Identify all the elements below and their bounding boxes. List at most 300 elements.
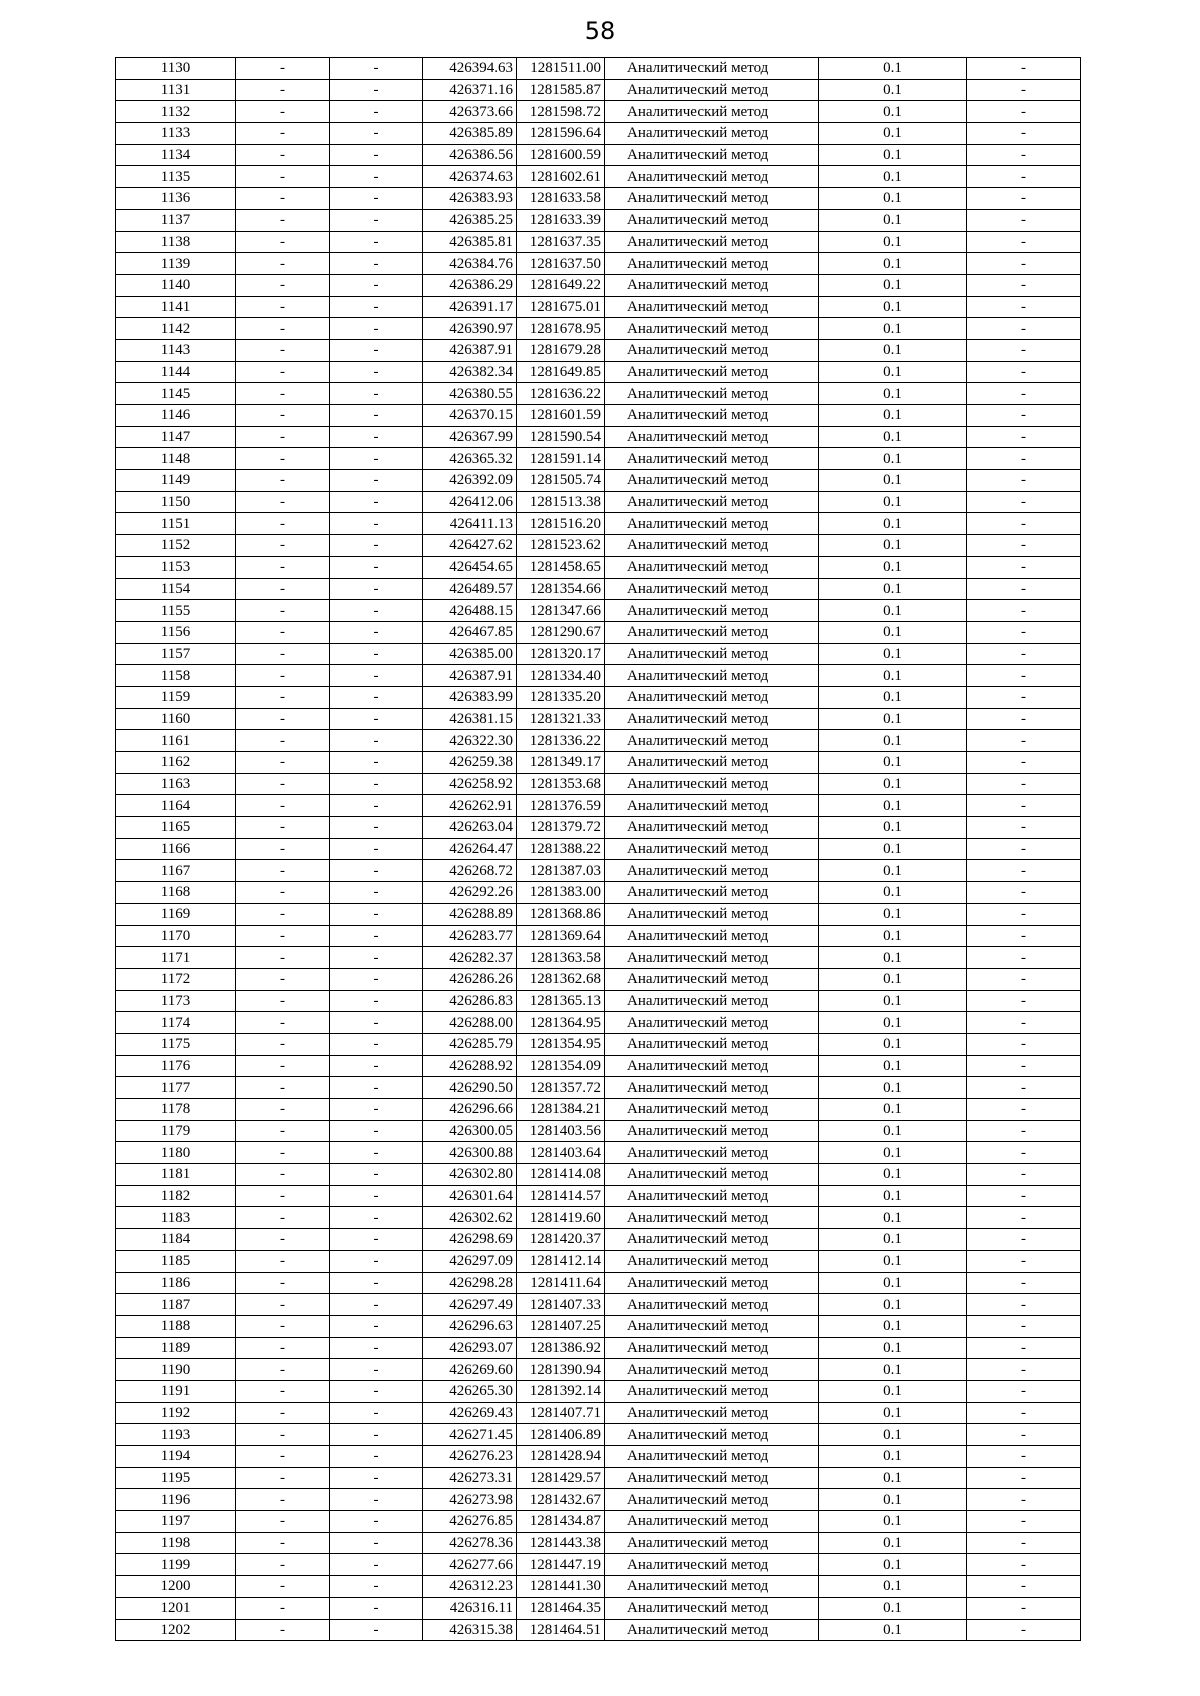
y-coordinate-cell: 1281505.74 <box>517 470 605 492</box>
dash-cell-1: - <box>236 1229 330 1251</box>
dash-cell-2: - <box>330 1164 423 1186</box>
y-coordinate-cell: 1281336.22 <box>517 730 605 752</box>
coordinates-table <box>115 57 1081 1641</box>
dash-cell-3: - <box>967 1294 1081 1316</box>
accuracy-cell: 0.1 <box>819 1229 967 1251</box>
accuracy-cell: 0.1 <box>819 1597 967 1619</box>
table-row <box>116 383 1081 405</box>
point-number-cell: 1141 <box>116 296 236 318</box>
accuracy-cell: 0.1 <box>819 708 967 730</box>
accuracy-cell: 0.1 <box>819 1532 967 1554</box>
dash-cell-1: - <box>236 231 330 253</box>
x-coordinate-cell: 426264.47 <box>423 838 517 860</box>
y-coordinate-cell: 1281390.94 <box>517 1359 605 1381</box>
x-coordinate-cell: 426298.28 <box>423 1272 517 1294</box>
dash-cell-3: - <box>967 1120 1081 1142</box>
accuracy-cell: 0.1 <box>819 1207 967 1229</box>
dash-cell-2: - <box>330 1033 423 1055</box>
x-coordinate-cell: 426383.93 <box>423 188 517 210</box>
point-number-cell: 1193 <box>116 1424 236 1446</box>
table-row <box>116 58 1081 80</box>
accuracy-cell: 0.1 <box>819 166 967 188</box>
x-coordinate-cell: 426300.05 <box>423 1120 517 1142</box>
table-row <box>116 1294 1081 1316</box>
dash-cell-2: - <box>330 643 423 665</box>
y-coordinate-cell: 1281406.89 <box>517 1424 605 1446</box>
dash-cell-3: - <box>967 405 1081 427</box>
y-coordinate-cell: 1281334.40 <box>517 665 605 687</box>
table-row <box>116 882 1081 904</box>
dash-cell-1: - <box>236 1467 330 1489</box>
point-number-cell: 1140 <box>116 274 236 296</box>
method-cell: Аналитический метод <box>605 1294 819 1316</box>
y-coordinate-cell: 1281447.19 <box>517 1554 605 1576</box>
x-coordinate-cell: 426390.97 <box>423 318 517 340</box>
dash-cell-2: - <box>330 795 423 817</box>
dash-cell-1: - <box>236 383 330 405</box>
y-coordinate-cell: 1281585.87 <box>517 79 605 101</box>
dash-cell-2: - <box>330 882 423 904</box>
dash-cell-3: - <box>967 1467 1081 1489</box>
dash-cell-1: - <box>236 1185 330 1207</box>
table-row <box>116 1207 1081 1229</box>
dash-cell-2: - <box>330 556 423 578</box>
x-coordinate-cell: 426276.85 <box>423 1511 517 1533</box>
method-cell: Аналитический метод <box>605 1489 819 1511</box>
dash-cell-1: - <box>236 1077 330 1099</box>
x-coordinate-cell: 426286.26 <box>423 968 517 990</box>
dash-cell-2: - <box>330 990 423 1012</box>
dash-cell-1: - <box>236 1207 330 1229</box>
dash-cell-3: - <box>967 535 1081 557</box>
y-coordinate-cell: 1281379.72 <box>517 817 605 839</box>
table-row <box>116 968 1081 990</box>
accuracy-cell: 0.1 <box>819 600 967 622</box>
x-coordinate-cell: 426288.92 <box>423 1055 517 1077</box>
point-number-cell: 1150 <box>116 491 236 513</box>
dash-cell-1: - <box>236 296 330 318</box>
dash-cell-1: - <box>236 838 330 860</box>
x-coordinate-cell: 426265.30 <box>423 1380 517 1402</box>
table-row <box>116 1619 1081 1641</box>
dash-cell-1: - <box>236 1532 330 1554</box>
dash-cell-3: - <box>967 752 1081 774</box>
table-row <box>116 79 1081 101</box>
table-row <box>116 860 1081 882</box>
method-cell: Аналитический метод <box>605 730 819 752</box>
dash-cell-3: - <box>967 426 1081 448</box>
dash-cell-1: - <box>236 968 330 990</box>
dash-cell-1: - <box>236 79 330 101</box>
dash-cell-1: - <box>236 1272 330 1294</box>
dash-cell-3: - <box>967 578 1081 600</box>
y-coordinate-cell: 1281347.66 <box>517 600 605 622</box>
accuracy-cell: 0.1 <box>819 1424 967 1446</box>
accuracy-cell: 0.1 <box>819 188 967 210</box>
y-coordinate-cell: 1281368.86 <box>517 903 605 925</box>
table-row <box>116 1250 1081 1272</box>
point-number-cell: 1190 <box>116 1359 236 1381</box>
accuracy-cell: 0.1 <box>819 1077 967 1099</box>
accuracy-cell: 0.1 <box>819 752 967 774</box>
method-cell: Аналитический метод <box>605 361 819 383</box>
x-coordinate-cell: 426315.38 <box>423 1619 517 1641</box>
y-coordinate-cell: 1281419.60 <box>517 1207 605 1229</box>
accuracy-cell: 0.1 <box>819 209 967 231</box>
x-coordinate-cell: 426382.34 <box>423 361 517 383</box>
point-number-cell: 1157 <box>116 643 236 665</box>
dash-cell-2: - <box>330 318 423 340</box>
point-number-cell: 1175 <box>116 1033 236 1055</box>
table-row <box>116 903 1081 925</box>
x-coordinate-cell: 426373.66 <box>423 101 517 123</box>
point-number-cell: 1132 <box>116 101 236 123</box>
x-coordinate-cell: 426262.91 <box>423 795 517 817</box>
x-coordinate-cell: 426290.50 <box>423 1077 517 1099</box>
dash-cell-2: - <box>330 274 423 296</box>
table-row <box>116 339 1081 361</box>
dash-cell-2: - <box>330 1467 423 1489</box>
dash-cell-1: - <box>236 1033 330 1055</box>
point-number-cell: 1137 <box>116 209 236 231</box>
method-cell: Аналитический метод <box>605 1532 819 1554</box>
dash-cell-1: - <box>236 361 330 383</box>
dash-cell-1: - <box>236 817 330 839</box>
dash-cell-3: - <box>967 1576 1081 1598</box>
method-cell: Аналитический метод <box>605 1446 819 1468</box>
dash-cell-2: - <box>330 1315 423 1337</box>
y-coordinate-cell: 1281412.14 <box>517 1250 605 1272</box>
dash-cell-1: - <box>236 665 330 687</box>
dash-cell-3: - <box>967 621 1081 643</box>
point-number-cell: 1197 <box>116 1511 236 1533</box>
dash-cell-3: - <box>967 1164 1081 1186</box>
dash-cell-3: - <box>967 513 1081 535</box>
accuracy-cell: 0.1 <box>819 665 967 687</box>
x-coordinate-cell: 426380.55 <box>423 383 517 405</box>
y-coordinate-cell: 1281362.68 <box>517 968 605 990</box>
dash-cell-2: - <box>330 817 423 839</box>
x-coordinate-cell: 426298.69 <box>423 1229 517 1251</box>
table-row <box>116 1511 1081 1533</box>
dash-cell-3: - <box>967 686 1081 708</box>
dash-cell-2: - <box>330 1532 423 1554</box>
dash-cell-3: - <box>967 1250 1081 1272</box>
method-cell: Аналитический метод <box>605 1033 819 1055</box>
table-row <box>116 1229 1081 1251</box>
method-cell: Аналитический метод <box>605 1315 819 1337</box>
dash-cell-3: - <box>967 1380 1081 1402</box>
accuracy-cell: 0.1 <box>819 535 967 557</box>
dash-cell-3: - <box>967 600 1081 622</box>
dash-cell-2: - <box>330 361 423 383</box>
point-number-cell: 1178 <box>116 1099 236 1121</box>
x-coordinate-cell: 426384.76 <box>423 253 517 275</box>
y-coordinate-cell: 1281432.67 <box>517 1489 605 1511</box>
y-coordinate-cell: 1281388.22 <box>517 838 605 860</box>
y-coordinate-cell: 1281443.38 <box>517 1532 605 1554</box>
y-coordinate-cell: 1281363.58 <box>517 947 605 969</box>
accuracy-cell: 0.1 <box>819 1120 967 1142</box>
dash-cell-3: - <box>967 1424 1081 1446</box>
point-number-cell: 1164 <box>116 795 236 817</box>
accuracy-cell: 0.1 <box>819 426 967 448</box>
method-cell: Аналитический метод <box>605 470 819 492</box>
table-row <box>116 1142 1081 1164</box>
dash-cell-3: - <box>967 708 1081 730</box>
x-coordinate-cell: 426374.63 <box>423 166 517 188</box>
dash-cell-1: - <box>236 535 330 557</box>
method-cell: Аналитический метод <box>605 1554 819 1576</box>
dash-cell-3: - <box>967 383 1081 405</box>
dash-cell-1: - <box>236 1446 330 1468</box>
dash-cell-3: - <box>967 1142 1081 1164</box>
dash-cell-2: - <box>330 79 423 101</box>
dash-cell-1: - <box>236 123 330 145</box>
table-row <box>116 1446 1081 1468</box>
dash-cell-3: - <box>967 274 1081 296</box>
dash-cell-2: - <box>330 491 423 513</box>
accuracy-cell: 0.1 <box>819 925 967 947</box>
point-number-cell: 1199 <box>116 1554 236 1576</box>
y-coordinate-cell: 1281649.22 <box>517 274 605 296</box>
dash-cell-2: - <box>330 1554 423 1576</box>
dash-cell-2: - <box>330 188 423 210</box>
accuracy-cell: 0.1 <box>819 1489 967 1511</box>
accuracy-cell: 0.1 <box>819 1467 967 1489</box>
point-number-cell: 1131 <box>116 79 236 101</box>
method-cell: Аналитический метод <box>605 1207 819 1229</box>
point-number-cell: 1138 <box>116 231 236 253</box>
dash-cell-1: - <box>236 1164 330 1186</box>
dash-cell-2: - <box>330 1402 423 1424</box>
dash-cell-3: - <box>967 448 1081 470</box>
point-number-cell: 1142 <box>116 318 236 340</box>
method-cell: Аналитический метод <box>605 1619 819 1641</box>
dash-cell-3: - <box>967 773 1081 795</box>
method-cell: Аналитический метод <box>605 708 819 730</box>
method-cell: Аналитический метод <box>605 231 819 253</box>
method-cell: Аналитический метод <box>605 795 819 817</box>
table-row <box>116 231 1081 253</box>
method-cell: Аналитический метод <box>605 686 819 708</box>
accuracy-cell: 0.1 <box>819 968 967 990</box>
table-row <box>116 556 1081 578</box>
accuracy-cell: 0.1 <box>819 556 967 578</box>
x-coordinate-cell: 426296.66 <box>423 1099 517 1121</box>
dash-cell-2: - <box>330 1359 423 1381</box>
dash-cell-1: - <box>236 903 330 925</box>
accuracy-cell: 0.1 <box>819 882 967 904</box>
method-cell: Аналитический метод <box>605 1272 819 1294</box>
x-coordinate-cell: 426296.63 <box>423 1315 517 1337</box>
accuracy-cell: 0.1 <box>819 491 967 513</box>
accuracy-cell: 0.1 <box>819 513 967 535</box>
dash-cell-2: - <box>330 166 423 188</box>
dash-cell-3: - <box>967 470 1081 492</box>
dash-cell-2: - <box>330 535 423 557</box>
method-cell: Аналитический метод <box>605 1424 819 1446</box>
point-number-cell: 1191 <box>116 1380 236 1402</box>
dash-cell-3: - <box>967 209 1081 231</box>
dash-cell-2: - <box>330 773 423 795</box>
x-coordinate-cell: 426411.13 <box>423 513 517 535</box>
point-number-cell: 1153 <box>116 556 236 578</box>
y-coordinate-cell: 1281403.56 <box>517 1120 605 1142</box>
dash-cell-1: - <box>236 1099 330 1121</box>
method-cell: Аналитический метод <box>605 1380 819 1402</box>
x-coordinate-cell: 426387.91 <box>423 665 517 687</box>
y-coordinate-cell: 1281357.72 <box>517 1077 605 1099</box>
point-number-cell: 1181 <box>116 1164 236 1186</box>
dash-cell-3: - <box>967 556 1081 578</box>
y-coordinate-cell: 1281411.64 <box>517 1272 605 1294</box>
accuracy-cell: 0.1 <box>819 1402 967 1424</box>
y-coordinate-cell: 1281428.94 <box>517 1446 605 1468</box>
point-number-cell: 1160 <box>116 708 236 730</box>
dash-cell-3: - <box>967 123 1081 145</box>
dash-cell-2: - <box>330 1489 423 1511</box>
dash-cell-3: - <box>967 79 1081 101</box>
dash-cell-3: - <box>967 188 1081 210</box>
x-coordinate-cell: 426387.91 <box>423 339 517 361</box>
accuracy-cell: 0.1 <box>819 1055 967 1077</box>
x-coordinate-cell: 426385.00 <box>423 643 517 665</box>
dash-cell-2: - <box>330 838 423 860</box>
table-row <box>116 1359 1081 1381</box>
y-coordinate-cell: 1281321.33 <box>517 708 605 730</box>
x-coordinate-cell: 426392.09 <box>423 470 517 492</box>
x-coordinate-cell: 426386.56 <box>423 144 517 166</box>
y-coordinate-cell: 1281354.66 <box>517 578 605 600</box>
table-row <box>116 1164 1081 1186</box>
method-cell: Аналитический метод <box>605 123 819 145</box>
point-number-cell: 1201 <box>116 1597 236 1619</box>
point-number-cell: 1145 <box>116 383 236 405</box>
dash-cell-1: - <box>236 209 330 231</box>
y-coordinate-cell: 1281441.30 <box>517 1576 605 1598</box>
point-number-cell: 1155 <box>116 600 236 622</box>
dash-cell-1: - <box>236 448 330 470</box>
y-coordinate-cell: 1281601.59 <box>517 405 605 427</box>
accuracy-cell: 0.1 <box>819 1337 967 1359</box>
x-coordinate-cell: 426273.98 <box>423 1489 517 1511</box>
method-cell: Аналитический метод <box>605 1576 819 1598</box>
dash-cell-3: - <box>967 144 1081 166</box>
dash-cell-2: - <box>330 1576 423 1598</box>
coordinates-table-body <box>116 58 1081 1641</box>
method-cell: Аналитический метод <box>605 1337 819 1359</box>
x-coordinate-cell: 426271.45 <box>423 1424 517 1446</box>
y-coordinate-cell: 1281353.68 <box>517 773 605 795</box>
dash-cell-3: - <box>967 903 1081 925</box>
method-cell: Аналитический метод <box>605 79 819 101</box>
y-coordinate-cell: 1281598.72 <box>517 101 605 123</box>
method-cell: Аналитический метод <box>605 665 819 687</box>
table-row <box>116 600 1081 622</box>
accuracy-cell: 0.1 <box>819 101 967 123</box>
dash-cell-2: - <box>330 1012 423 1034</box>
method-cell: Аналитический метод <box>605 1511 819 1533</box>
dash-cell-2: - <box>330 730 423 752</box>
accuracy-cell: 0.1 <box>819 383 967 405</box>
y-coordinate-cell: 1281636.22 <box>517 383 605 405</box>
dash-cell-1: - <box>236 188 330 210</box>
table-row <box>116 1489 1081 1511</box>
dash-cell-3: - <box>967 1315 1081 1337</box>
x-coordinate-cell: 426386.29 <box>423 274 517 296</box>
dash-cell-1: - <box>236 947 330 969</box>
table-row <box>116 1099 1081 1121</box>
method-cell: Аналитический метод <box>605 383 819 405</box>
x-coordinate-cell: 426269.60 <box>423 1359 517 1381</box>
dash-cell-3: - <box>967 1272 1081 1294</box>
dash-cell-1: - <box>236 643 330 665</box>
dash-cell-1: - <box>236 274 330 296</box>
accuracy-cell: 0.1 <box>819 773 967 795</box>
point-number-cell: 1143 <box>116 339 236 361</box>
accuracy-cell: 0.1 <box>819 1619 967 1641</box>
dash-cell-3: - <box>967 1077 1081 1099</box>
accuracy-cell: 0.1 <box>819 1576 967 1598</box>
method-cell: Аналитический метод <box>605 1229 819 1251</box>
method-cell: Аналитический метод <box>605 1120 819 1142</box>
table-row <box>116 1185 1081 1207</box>
method-cell: Аналитический метод <box>605 405 819 427</box>
dash-cell-2: - <box>330 1250 423 1272</box>
x-coordinate-cell: 426312.23 <box>423 1576 517 1598</box>
method-cell: Аналитический метод <box>605 882 819 904</box>
y-coordinate-cell: 1281365.13 <box>517 990 605 1012</box>
point-number-cell: 1161 <box>116 730 236 752</box>
table-row <box>116 1033 1081 1055</box>
dash-cell-3: - <box>967 795 1081 817</box>
dash-cell-1: - <box>236 1489 330 1511</box>
point-number-cell: 1166 <box>116 838 236 860</box>
point-number-cell: 1149 <box>116 470 236 492</box>
y-coordinate-cell: 1281407.71 <box>517 1402 605 1424</box>
y-coordinate-cell: 1281364.95 <box>517 1012 605 1034</box>
accuracy-cell: 0.1 <box>819 1185 967 1207</box>
point-number-cell: 1194 <box>116 1446 236 1468</box>
accuracy-cell: 0.1 <box>819 253 967 275</box>
accuracy-cell: 0.1 <box>819 1272 967 1294</box>
dash-cell-1: - <box>236 1402 330 1424</box>
x-coordinate-cell: 426286.83 <box>423 990 517 1012</box>
accuracy-cell: 0.1 <box>819 903 967 925</box>
accuracy-cell: 0.1 <box>819 339 967 361</box>
x-coordinate-cell: 426302.62 <box>423 1207 517 1229</box>
x-coordinate-cell: 426367.99 <box>423 426 517 448</box>
dash-cell-3: - <box>967 838 1081 860</box>
dash-cell-1: - <box>236 1315 330 1337</box>
dash-cell-3: - <box>967 1012 1081 1034</box>
point-number-cell: 1169 <box>116 903 236 925</box>
x-coordinate-cell: 426302.80 <box>423 1164 517 1186</box>
method-cell: Аналитический метод <box>605 1099 819 1121</box>
dash-cell-2: - <box>330 426 423 448</box>
method-cell: Аналитический метод <box>605 817 819 839</box>
dash-cell-2: - <box>330 1294 423 1316</box>
dash-cell-2: - <box>330 209 423 231</box>
table-row <box>116 426 1081 448</box>
point-number-cell: 1192 <box>116 1402 236 1424</box>
accuracy-cell: 0.1 <box>819 621 967 643</box>
x-coordinate-cell: 426282.37 <box>423 947 517 969</box>
dash-cell-1: - <box>236 752 330 774</box>
y-coordinate-cell: 1281387.03 <box>517 860 605 882</box>
point-number-cell: 1179 <box>116 1120 236 1142</box>
